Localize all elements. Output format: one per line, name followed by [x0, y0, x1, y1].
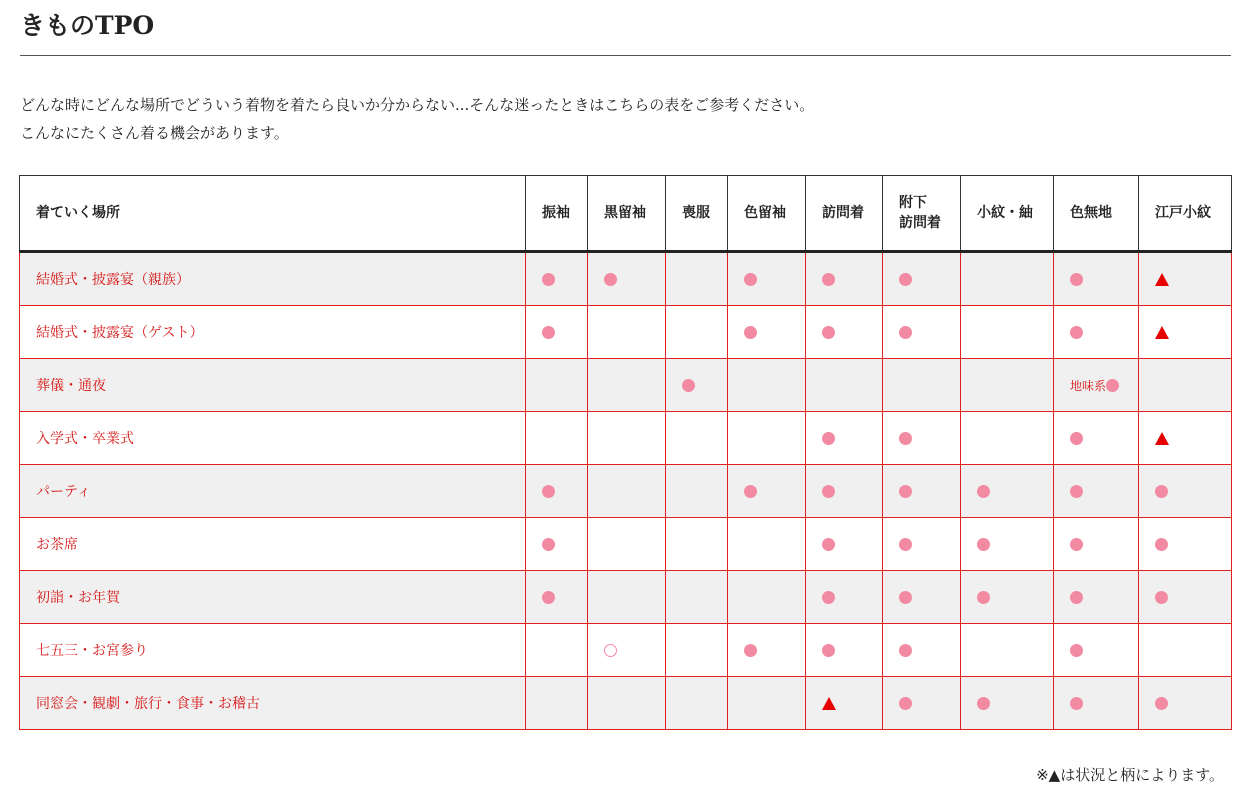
mark-cell — [961, 518, 1054, 571]
mark-cell — [961, 677, 1054, 730]
triangle-icon — [1155, 326, 1169, 339]
mark-cell — [526, 677, 588, 730]
table-body — [20, 252, 1232, 730]
mark-cell — [961, 412, 1054, 465]
footnote: ※▲は状況と柄によります。 — [1036, 766, 1224, 784]
mark-cell — [728, 571, 806, 624]
header-tsukesage: 附下 訪問着 — [883, 176, 961, 252]
recommended-dot-icon — [899, 326, 912, 339]
table-header-row — [20, 176, 1232, 252]
mark-cell — [961, 571, 1054, 624]
mark-cell — [728, 677, 806, 730]
mark-cell — [1139, 412, 1232, 465]
triangle-icon — [1155, 273, 1169, 286]
mark-cell — [666, 359, 728, 412]
mark-cell — [526, 624, 588, 677]
header-houmongi: 訪問着 — [806, 176, 883, 252]
mark-cell — [961, 465, 1054, 518]
mark-cell — [728, 252, 806, 306]
intro-text — [20, 91, 814, 147]
recommended-dot-icon — [604, 273, 617, 286]
table-row — [20, 306, 1232, 359]
table-row — [20, 465, 1232, 518]
table-row — [20, 571, 1232, 624]
recommended-dot-icon — [899, 591, 912, 604]
mark-cell — [1054, 571, 1139, 624]
mark-cell — [806, 465, 883, 518]
mark-cell — [1054, 624, 1139, 677]
recommended-dot-icon — [744, 273, 757, 286]
title-divider — [20, 55, 1231, 56]
recommended-dot-icon — [1070, 538, 1083, 551]
mark-cell — [666, 624, 728, 677]
mark-cell — [666, 465, 728, 518]
mark-cell — [806, 518, 883, 571]
header-edokomon: 江戸小紋 — [1139, 176, 1232, 252]
mark-cell — [728, 518, 806, 571]
mark-cell — [588, 306, 666, 359]
header-irotomesode: 色留袖 — [728, 176, 806, 252]
recommended-dot-icon — [1106, 379, 1119, 392]
mark-cell — [1139, 465, 1232, 518]
recommended-dot-icon — [1070, 591, 1083, 604]
mark-cell — [728, 465, 806, 518]
recommended-dot-icon — [682, 379, 695, 392]
recommended-dot-icon — [744, 644, 757, 657]
recommended-dot-icon — [822, 538, 835, 551]
mark-cell — [1139, 624, 1232, 677]
recommended-dot-icon — [1070, 273, 1083, 286]
mark-cell — [666, 571, 728, 624]
mark-cell — [526, 252, 588, 306]
mark-cell — [526, 359, 588, 412]
mark-cell — [961, 306, 1054, 359]
recommended-dot-icon — [899, 273, 912, 286]
mark-cell — [666, 306, 728, 359]
table-row — [20, 624, 1232, 677]
mark-cell — [883, 465, 961, 518]
mark-cell — [728, 624, 806, 677]
header-kurotomesode: 黒留袖 — [588, 176, 666, 252]
recommended-dot-icon — [542, 273, 555, 286]
intro-line-1: どんな時にどんな場所でどういう着物を着たら良いか分からない...そんな迷ったときはこちらの表をご参考ください。 — [20, 96, 815, 114]
mark-cell — [806, 624, 883, 677]
table-row — [20, 518, 1232, 571]
mark-cell — [806, 306, 883, 359]
place-cell: 葬儀・通夜 — [20, 359, 526, 412]
recommended-dot-icon — [977, 538, 990, 551]
mark-cell — [588, 359, 666, 412]
mark-cell — [666, 677, 728, 730]
place-cell: 結婚式・披露宴（親族） — [20, 252, 526, 306]
mark-cell — [1139, 677, 1232, 730]
mark-cell — [666, 412, 728, 465]
recommended-dot-icon — [977, 591, 990, 604]
recommended-dot-icon — [1155, 697, 1168, 710]
recommended-dot-icon — [822, 591, 835, 604]
cell-note: 地味系 — [1070, 378, 1107, 393]
recommended-dot-icon — [977, 697, 990, 710]
place-cell: 入学式・卒業式 — [20, 412, 526, 465]
tpo-table — [19, 175, 1232, 730]
mark-cell — [1139, 359, 1232, 412]
mark-cell — [1139, 571, 1232, 624]
mark-cell — [728, 412, 806, 465]
mark-cell — [526, 465, 588, 518]
mark-cell — [806, 252, 883, 306]
recommended-dot-icon — [1070, 326, 1083, 339]
header-mofuku: 喪服 — [666, 176, 728, 252]
recommended-dot-icon — [977, 485, 990, 498]
recommended-dot-icon — [744, 326, 757, 339]
mark-cell — [588, 624, 666, 677]
recommended-dot-icon — [1070, 432, 1083, 445]
mark-cell — [588, 518, 666, 571]
intro-line-2: こんなにたくさん着る機会があります。 — [20, 124, 289, 142]
recommended-dot-icon — [1070, 644, 1083, 657]
mark-cell — [588, 571, 666, 624]
mark-cell — [1139, 252, 1232, 306]
mark-cell — [1054, 306, 1139, 359]
mark-cell — [1054, 359, 1139, 412]
recommended-dot-icon — [899, 697, 912, 710]
place-cell: パーティ — [20, 465, 526, 518]
recommended-dot-icon — [1155, 538, 1168, 551]
mark-cell — [806, 571, 883, 624]
mark-cell — [1054, 518, 1139, 571]
recommended-dot-icon — [1070, 697, 1083, 710]
mark-cell — [526, 518, 588, 571]
mark-cell — [961, 252, 1054, 306]
mark-cell — [1139, 306, 1232, 359]
recommended-dot-icon — [744, 485, 757, 498]
header-komon-tsumugi: 小紋・紬 — [961, 176, 1054, 252]
recommended-dot-icon — [1155, 485, 1168, 498]
mark-cell — [728, 359, 806, 412]
recommended-dot-icon — [822, 273, 835, 286]
mark-cell — [588, 465, 666, 518]
header-place: 着ていく場所 — [20, 176, 526, 252]
open-circle-icon — [604, 644, 617, 657]
recommended-dot-icon — [899, 538, 912, 551]
recommended-dot-icon — [899, 432, 912, 445]
recommended-dot-icon — [822, 326, 835, 339]
mark-cell — [1054, 677, 1139, 730]
mark-cell — [806, 677, 883, 730]
mark-cell — [1054, 252, 1139, 306]
mark-cell — [806, 359, 883, 412]
recommended-dot-icon — [899, 644, 912, 657]
mark-cell — [806, 412, 883, 465]
recommended-dot-icon — [542, 538, 555, 551]
recommended-dot-icon — [822, 485, 835, 498]
place-cell: 七五三・お宮参り — [20, 624, 526, 677]
place-cell: 同窓会・観劇・旅行・食事・お稽古 — [20, 677, 526, 730]
mark-cell — [526, 306, 588, 359]
recommended-dot-icon — [1070, 485, 1083, 498]
mark-cell — [728, 306, 806, 359]
place-cell: 初詣・お年賀 — [20, 571, 526, 624]
mark-cell — [883, 624, 961, 677]
table-row — [20, 359, 1232, 412]
mark-cell — [588, 677, 666, 730]
mark-cell — [883, 677, 961, 730]
triangle-icon — [822, 697, 836, 710]
mark-cell — [1054, 412, 1139, 465]
recommended-dot-icon — [542, 591, 555, 604]
mark-cell — [526, 412, 588, 465]
recommended-dot-icon — [899, 485, 912, 498]
recommended-dot-icon — [822, 644, 835, 657]
page-title: きものTPO — [20, 11, 155, 40]
mark-cell — [588, 412, 666, 465]
mark-cell — [666, 252, 728, 306]
mark-cell — [883, 571, 961, 624]
table-row — [20, 677, 1232, 730]
mark-cell — [883, 412, 961, 465]
header-furisode: 振袖 — [526, 176, 588, 252]
mark-cell — [883, 518, 961, 571]
recommended-dot-icon — [542, 326, 555, 339]
mark-cell — [883, 359, 961, 412]
recommended-dot-icon — [1155, 591, 1168, 604]
header-iromuji: 色無地 — [1054, 176, 1139, 252]
mark-cell — [961, 624, 1054, 677]
place-cell: お茶席 — [20, 518, 526, 571]
mark-cell — [526, 571, 588, 624]
table-row — [20, 412, 1232, 465]
recommended-dot-icon — [542, 485, 555, 498]
table-row — [20, 252, 1232, 306]
recommended-dot-icon — [822, 432, 835, 445]
triangle-icon — [1155, 432, 1169, 445]
mark-cell — [588, 252, 666, 306]
mark-cell — [666, 518, 728, 571]
place-cell: 結婚式・披露宴（ゲスト） — [20, 306, 526, 359]
mark-cell — [1054, 465, 1139, 518]
mark-cell — [961, 359, 1054, 412]
mark-cell — [1139, 518, 1232, 571]
mark-cell — [883, 252, 961, 306]
mark-cell — [883, 306, 961, 359]
